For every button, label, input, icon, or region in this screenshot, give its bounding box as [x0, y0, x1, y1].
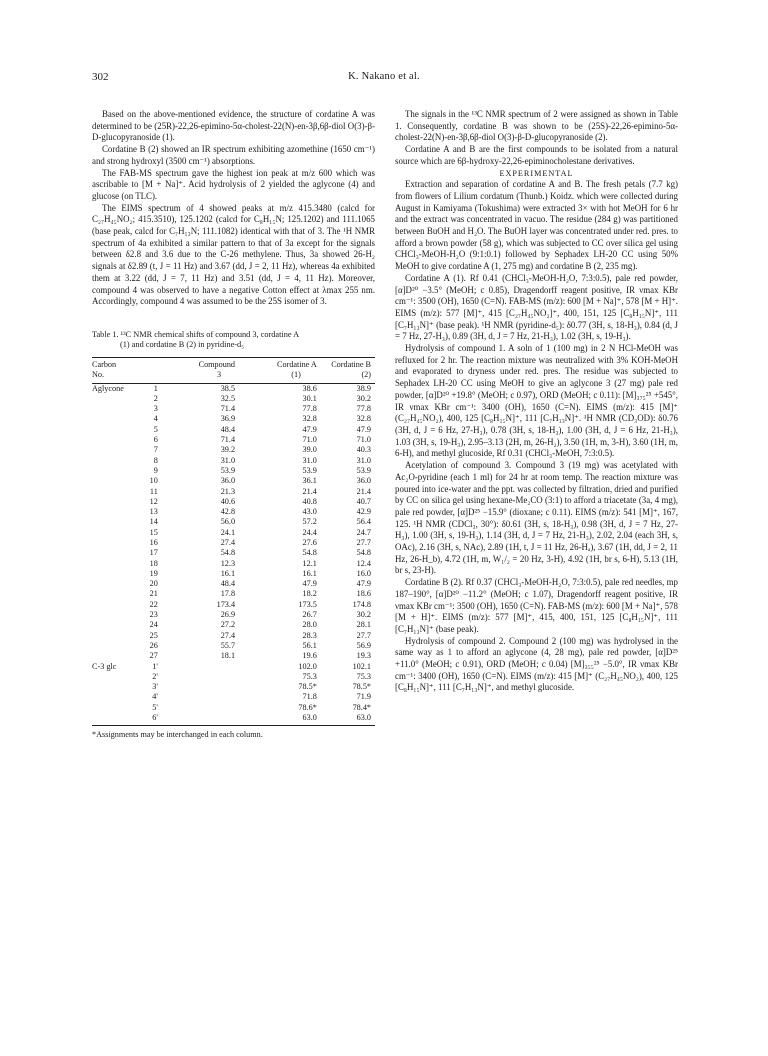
table-cell-group: [92, 651, 137, 661]
table-cell-cordatine-a: 57.2: [302, 517, 317, 527]
table-cell-carbon-number: 19: [149, 568, 158, 578]
table-cell-compound-3: 71.4: [220, 435, 236, 445]
table-row: [92, 672, 375, 682]
table-cell-carbon-number: 11: [149, 486, 158, 496]
table-cell-cordatine-b: 18.6: [356, 589, 371, 599]
table-cell-compound-3: 56.0: [220, 517, 236, 527]
table-cell-cordatine-a: 102.0: [298, 661, 317, 671]
table-cell-compound-3: 12.3: [220, 558, 236, 568]
table-cell-carbon-number: 21: [149, 589, 158, 599]
table-header-sub: (1): [235, 370, 317, 383]
table-row: [92, 528, 375, 538]
running-head: K. Nakano et al.: [348, 71, 420, 82]
table-header-carbon: Carbon: [92, 357, 137, 370]
table-row: [92, 579, 375, 589]
table-row: [92, 383, 375, 394]
table-cell-compound-3: 54.8: [220, 548, 236, 558]
table-cell-group: [92, 507, 137, 517]
table-cell-group: [92, 487, 137, 497]
left-column: [92, 109, 375, 741]
paragraph: Hydrolysis of compound 1. A soln of 1 (100 mg) in 2 N HCl-MeOH was refluxed for 2 hr. The reaction mixture was neutralized with 3% KOH-MeOH and evaporated to dryness under red. pres. The residue was subjected to Sephadex LH-20 CC using MeOH to give an aglycone 3 (27 mg) pale red powder, [α]D²⁰ +19.8° (MeOH; c 0.97), ORD (MeOH; c 0.11): [M]₃₇₅²⁵ +545°, IR νmax KBr cm⁻¹: 3400 (OH), 1650 (C=N). EIMS (m/z): 415 [M]⁺ (C₂₇H₄₅NO₂), 400, 125 [C₈H₁₅N]⁺, 111 [C₇H₁₃N]⁺. ¹H NMR (CD₃OD): δ0.76 (3H, d, J = 6 Hz, 27-H₃), 0.78 (3H, s, 18-H₃), 1.00 (3H, d, J = 6 Hz, 21-H₃), 1.03 (3H, s, 19-H₃), 2.95–3.13 (2H, m, 26-H₂), 3.50 (1H, m, 3-H), 3.60 (1H, m, 6-H), and methyl glucoside, Rf 0.31 (CHCl₃-MeOH, 7:3:0.5).: [395, 343, 678, 459]
table-cell-compound-3: 71.4: [220, 404, 236, 414]
table-cell-group: [92, 610, 137, 620]
table-row: [92, 559, 375, 569]
table-cell-cordatine-b: 27.7: [356, 630, 371, 640]
table-cell-carbon-number: 24: [149, 620, 158, 630]
table-cell-cordatine-a: 77.8: [302, 404, 317, 414]
table-cell-carbon-number: 5': [152, 702, 158, 712]
table-cell-cordatine-b: 32.8: [356, 414, 371, 424]
table-cell-group: [92, 631, 137, 641]
table-cell-cordatine-b: 40.3: [356, 445, 371, 455]
table-cell-compound-3: 42.8: [220, 507, 236, 517]
table-cell-group: [92, 620, 137, 630]
table-row: [92, 497, 375, 507]
table-header-sub: 3: [166, 370, 235, 383]
table-row: [92, 703, 375, 713]
table-cell-carbon-number: 26: [149, 640, 158, 650]
table-cell-cordatine-a: 71.8: [302, 692, 317, 702]
table-cell-group: [92, 579, 137, 589]
table-cell-compound-3: [166, 672, 235, 682]
table-cell-group: [92, 497, 137, 507]
table-cell-compound-3: 31.0: [220, 455, 236, 465]
table-cell-compound-3: 21.3: [220, 486, 236, 496]
table-cell-group: [92, 600, 137, 610]
table-cell-group: [92, 394, 137, 404]
table-cell-compound-3: 48.4: [220, 424, 236, 434]
table-cell-carbon-number: 22: [149, 599, 158, 609]
table-cell-cordatine-a: 63.0: [235, 713, 317, 726]
table-cell-cordatine-b: 19.3: [356, 651, 371, 661]
table-cell-cordatine-a: 21.4: [302, 486, 317, 496]
table-cell-cordatine-a: 75.3: [302, 671, 317, 681]
paragraph: The FAB-MS spectrum gave the highest ion peak at m/z 600 which was ascribable to [M + Na]⁺. Acid hydrolysis of 2 yielded the aglycone (4) and glucose (on TLC).: [92, 167, 375, 201]
table-cell-group: [92, 435, 137, 445]
table-cell-cordatine-b: 71.9: [356, 692, 371, 702]
table-cell-carbon-number: 7: [153, 445, 158, 455]
section-heading: EXPERIMENTAL: [499, 168, 574, 178]
table-cell-cordatine-b: 27.7: [356, 538, 371, 547]
table-cell-cordatine-b: 63.0: [317, 713, 375, 726]
table-cell-group: [92, 466, 137, 476]
table-cell-cordatine-a: 173.5: [298, 599, 317, 609]
paragraph: Hydrolysis of compound 2. Compound 2 (100 mg) was hydrolysed in the same way as 1 to afford an aglycone (4, 28 mg), pale red powder, [α]D²⁵ +11.0° (MeOH; c 0.91), ORD (MeOH; c 0.04) [M]₃₅₅²⁵ −5.0°, IR νmax KBr cm⁻¹: 3400 (OH), 1650 (C=N). EIMS (m/z): 415 [M]⁺ (C₂₇H₄₅NO₂), 400, 125 [C₈H₁₅N]⁺, 111 [C₇H₁₃N]⁺, and methyl glucoside.: [395, 635, 678, 693]
table-cell-compound-3: 55.7: [220, 640, 236, 650]
paragraph: The EIMS spectrum of 4 showed peaks at m/z 415.3480 (calcd for C₂₇H₄₅NO₂; 415.3510), 125.1202 (calcd for C₈H₁₅N; 125.1202) and 111.1065 (base peak, calcd for C₇H₁₃N; 111.1082) identical with that of 3. The ¹H NMR spectrum of 4a exhibited a similar pattern to that of 3a except for the signals between δ2.8 and 3.6 due to the C-26 methylene. Thus, 3a showed 26-H₂ signals at δ2.89 (t, J = 11 Hz) and 3.67 (dd, J = 2, 11 Hz), whereas 4a exhibited them at 3.22 (dd, J = 7, 11 Hz) and 3.51 (dd, J = 4, 11 Hz). Moreover, compound 4 was observed to have a negative Cotton effect at λmax 255 nm. Accordingly, compound 4 was assumed to be the 25S isomer of 3.: [92, 202, 375, 307]
table-cell-cordatine-b: 36.0: [356, 476, 371, 486]
table-cell-carbon-number: 3: [153, 404, 158, 414]
table-cell-compound-3: 32.5: [220, 393, 236, 403]
table-cell-cordatine-a: 40.8: [302, 496, 317, 506]
table-cell-group: [92, 528, 137, 538]
table-cell-cordatine-a: 47.9: [302, 579, 317, 589]
table-cell-group: [92, 425, 137, 435]
table-caption-line: Table 1. ¹³C NMR chemical shifts of compound 3, cordatine A: [92, 329, 300, 339]
table-row: [92, 662, 375, 672]
table-cell-cordatine-a: 18.2: [302, 589, 317, 599]
table-cell-cordatine-b: 75.3: [356, 671, 371, 681]
table-cell-carbon-number: 27: [149, 651, 158, 661]
table-cell-cordatine-b: 38.9: [356, 383, 371, 393]
table-cell-carbon-number: 1: [153, 383, 158, 393]
table-row: [92, 589, 375, 599]
table-cell-group: [92, 682, 137, 692]
table-cell-cordatine-b: 78.5*: [352, 682, 371, 692]
table-row: [92, 404, 375, 414]
table-row: [92, 692, 375, 702]
table-cell-carbon-number: 4: [153, 414, 158, 424]
table-cell-compound-3: 27.4: [220, 630, 236, 640]
table-cell-cordatine-a: 32.8: [302, 414, 317, 424]
table-cell-cordatine-a: 28.3: [302, 630, 317, 640]
table-cell-compound-3: 26.9: [220, 610, 236, 620]
table-cell-cordatine-b: 30.2: [356, 610, 371, 620]
table-row: [92, 487, 375, 497]
table-row: [92, 476, 375, 486]
paragraph: Cordatine B (2) showed an IR spectrum exhibiting azomethine (1650 cm⁻¹) and strong hydroxyl (3500 cm⁻¹) absorptions.: [92, 144, 375, 166]
paragraph: Based on the above-mentioned evidence, the structure of cordatine A was determined to be (25R)-22,26-epimino-5α-cholest-22(N)-en-3β,6β-diol O(3)-β-D-glucopyranoside (1).: [92, 109, 375, 143]
table-cell-cordatine-b: 31.0: [356, 455, 371, 465]
table-cell-cordatine-a: 16.1: [302, 568, 317, 578]
right-column: [395, 109, 678, 694]
table-row: [92, 641, 375, 651]
paragraph: Cordatine A and B are the first compounds to be isolated from a natural source which are 6β-hydroxy-22,26-epiminocholestane derivatives.: [395, 144, 678, 166]
table-cell-group: [92, 414, 137, 424]
table-cell-compound-3: 40.6: [220, 496, 236, 506]
table-cell-carbon-number: 9: [153, 465, 158, 475]
table-row: [92, 445, 375, 455]
table-cell-group: [92, 517, 137, 527]
table-cell-compound-3: 53.9: [220, 465, 236, 475]
table-cell-cordatine-b: 174.8: [352, 599, 371, 609]
table-cell-cordatine-a: 27.6: [302, 538, 317, 547]
table-cell-cordatine-a: 26.7: [302, 610, 317, 620]
table-cell-cordatine-a: 53.9: [302, 465, 317, 475]
table-cell-cordatine-b: 24.7: [356, 527, 371, 537]
table-row: [92, 713, 375, 726]
table-cell-cordatine-a: 56.1: [302, 640, 317, 650]
table-cell-cordatine-a: 30.1: [302, 393, 317, 403]
table-cell-compound-3: [166, 703, 235, 713]
table-row: [92, 414, 375, 424]
table-cell-compound-3: 27.4: [220, 538, 236, 547]
table-cell-group: [92, 569, 137, 579]
table-header-cordatine-b: Cordatine B: [317, 357, 375, 370]
table-cell-compound-3: 38.5: [220, 383, 236, 393]
table-row: [92, 651, 375, 661]
table-row: [92, 435, 375, 445]
table-cell-cordatine-a: 28.0: [302, 620, 317, 630]
table-cell-cordatine-b: 42.9: [356, 507, 371, 517]
table-cell-cordatine-b: 53.9: [356, 465, 371, 475]
table-cell-compound-3: [166, 662, 235, 672]
table-cell-compound-3: 48.4: [220, 579, 236, 589]
table-row: [92, 610, 375, 620]
table-cell-compound-3: 18.1: [220, 651, 236, 661]
table-cell-cordatine-b: 16.0: [356, 568, 371, 578]
table-cell-compound-3: 36.9: [220, 414, 236, 424]
table-row: [92, 456, 375, 466]
table-row: [92, 538, 375, 548]
paragraph: Cordatine A (1). Rf 0.41 (CHCl₃-MeOH-H₂O, 7:3:0.5), pale red powder, [α]D²⁰ −3.5° (MeOH; c 0.85), Dragendorff reagent positive, IR νmax KBr cm⁻¹: 3500 (OH), 1650 (C=N). FAB-MS (m/z): 600 [M + Na]⁺, 578 [M + H]⁺. EIMS (m/z): 577 [M]⁺, 415 [C₂₇H₄₅NO₂]⁺, 400, 151, 125 [C₈H₁₅N]⁺, 111 [C₇H₁₃N]⁺ (base peak). ¹H NMR (pyridine-d₅): δ0.77 (3H, s, 18-H₃), 0.84 (d, J = 7 Hz, 27-H₃), 0.89 (3H, d, J = 7 Hz, 21-H₃), 1.02 (3H, s, 19-H₃).: [395, 272, 678, 342]
table-cell-carbon-number: 13: [149, 507, 158, 517]
table-cell-cordatine-a: 47.9: [302, 424, 317, 434]
table-cell-carbon-number: 6': [137, 713, 166, 726]
table-row: [92, 631, 375, 641]
table-cell-carbon-number: 1': [152, 661, 158, 671]
table-header-sub: (2): [317, 370, 375, 383]
table-cell-compound-3: 173.4: [216, 599, 236, 609]
table-cell-cordatine-b: 47.9: [356, 579, 371, 589]
table-cell-carbon-number: 25: [149, 630, 158, 640]
table-cell-cordatine-a: 36.1: [302, 476, 317, 486]
table-cell-cordatine-b: 54.8: [356, 548, 371, 558]
table-cell-group: [92, 589, 137, 599]
table-row: [92, 620, 375, 630]
table-cell-carbon-number: 20: [149, 579, 158, 589]
table-cell-cordatine-a: 19.6: [302, 651, 317, 661]
table-cell-cordatine-a: 78.5*: [298, 682, 317, 692]
table-cell-group: [92, 713, 137, 726]
table-cell-group: [92, 672, 137, 682]
table-cell-carbon-number: 12: [149, 496, 158, 506]
table-cell-group: [92, 445, 137, 455]
table-cell-group: [92, 559, 137, 569]
table-cell-cordatine-a: 54.8: [302, 548, 317, 558]
table-cell-compound-3: [166, 682, 235, 692]
table-cell-cordatine-b: 56.4: [356, 517, 371, 527]
table-row: [92, 682, 375, 692]
nmr-table-block: [92, 330, 375, 741]
table-cell-carbon-number: 2: [153, 393, 158, 403]
table-cell-carbon-number: 4': [152, 692, 158, 702]
table-cell-compound-3: [166, 692, 235, 702]
table-cell-group: [92, 703, 137, 713]
table-cell-carbon-number: 8: [153, 455, 158, 465]
table-row: [92, 517, 375, 527]
table-cell-carbon-number: 10: [149, 476, 158, 486]
paragraph: Extraction and separation of cordatine A and B. The fresh petals (7.7 kg) from flowers of Lilium cordatum (Thunb.) Koidz. which were collected during August in Kamiyama (Tokushima) were extracted 3× with hot MeOH for 6 hr and the extract was concentrated in vacuo. The residue (284 g) was partitioned between BuOH and H₂O. The BuOH layer was concentrated under red. pres. to afford a brown powder (58 g), which was subjected to CC over silica gel using CHCl₃-MeOH-H₂O (9:1:0.1) followed by Sephadex LH-20 CC using 50% MeOH to give cordatine A (1, 275 mg) and cordatine B (2, 235 mg).: [395, 179, 678, 272]
table-cell-cordatine-b: 30.2: [356, 393, 371, 403]
table-cell-carbon-number: 6: [153, 435, 158, 445]
table-row: [92, 466, 375, 476]
table-cell-carbon-number: 16: [149, 538, 158, 547]
table-cell-cordatine-b: 102.1: [352, 661, 371, 671]
nmr-table: [92, 357, 375, 726]
table-header-cordatine-a: Cordatine A: [235, 357, 317, 370]
table-caption: [92, 330, 375, 351]
table-cell-group: [92, 641, 137, 651]
table-row: [92, 394, 375, 404]
table-cell-cordatine-a: 78.6*: [298, 702, 317, 712]
table-caption-line: (1) and cordatine B (2) in pyridine-d₅: [120, 340, 245, 350]
table-cell-cordatine-b: 78.4*: [352, 702, 371, 712]
table-cell-group: [92, 548, 137, 558]
table-cell-compound-3: 24.1: [220, 527, 236, 537]
table-row: [92, 507, 375, 517]
table-cell-carbon-number: 14: [149, 517, 158, 527]
paragraph: Cordatine B (2). Rf 0.37 (CHCl₃-MeOH-H₂O, 7:3:0.5), pale red needles, mp 187–190°, [α]D²⁰ −11.2° (MeOH; c 1.07), Dragendorff reagent positive, IR νmax KBr cm⁻¹: 3500 (OH), 1650 (C=N). FAB-MS (m/z): 600 [M + Na]⁺, 578 [M + H]⁺. EIMS (m/z): 577 [M]⁺, 415, 400, 151, 125 [C₈H₁₅N]⁺, 111 [C₇H₁₃N]⁺ (base peak).: [395, 577, 678, 634]
table-cell-cordatine-b: 12.4: [356, 558, 371, 568]
table-cell-cordatine-a: 71.0: [302, 435, 317, 445]
table-cell-cordatine-b: 77.8: [356, 404, 371, 414]
table-cell-cordatine-a: 24.4: [302, 527, 317, 537]
table-row: [92, 569, 375, 579]
table-cell-cordatine-b: 21.4: [356, 486, 371, 496]
table-cell-cordatine-a: 31.0: [302, 455, 317, 465]
table-footnote: *Assignments may be interchanged in each column.: [92, 730, 263, 740]
table-cell-group: [92, 692, 137, 702]
paragraph: Acetylation of compound 3. Compound 3 (19 mg) was acetylated with Ac₂O-pyridine (each 1 ml) for 24 hr at room temp. The reaction mixture was poured into ice-water and the ppt. was collected by filtration, dried and purified by CC on silica gel using hexane-Me₂CO (3:1) to afford a triacetate (3a, 4 mg), pale red powder, [α]D²⁵ −15.9° (dioxane; c 0.11). EIMS (m/z): 541 [M]⁺, 167, 125. ¹H NMR (CDCl₃, 30°): δ0.61 (3H, s, 18-H₃), 0.98 (3H, d, J = 7 Hz, 27-H₃), 1.00 (3H, s, 19-H₃), 1.14 (3H, d, J = 7 Hz, 21-H₃), 2.02, 2.04 (each 3H, s, OAc), 2.16 (3H, s, NAc), 2.89 (1H, t, J = 11 Hz, 26-Hₐ), 3.67 (1H, dd, J = 2, 11 Hz, 26-H_b), 4.72 (1H, m, W₁/₂ = 20 Hz, 3-H), 4.92 (1H, br s, 6-H), 5.13 (1H, br s, 23-H).: [395, 460, 678, 576]
paragraph: The signals in the ¹³C NMR spectrum of 2 were assigned as shown in Table 1. Consequently, cordatine B was shown to be (25S)-22,26-epimino-5α-cholest-22(N)-en-3β,6β-diol O(3)-β-D-glucopyranoside (2).: [395, 109, 678, 143]
table-cell-carbon-number: 2': [152, 671, 158, 681]
table-cell-group: [92, 476, 137, 486]
table-cell-carbon-number: 17: [149, 548, 158, 558]
table-cell-cordatine-a: 39.0: [302, 445, 317, 455]
table-cell-cordatine-a: 12.1: [302, 558, 317, 568]
table-cell-cordatine-b: 40.7: [356, 496, 371, 506]
table-cell-compound-3: 39.2: [220, 445, 236, 455]
table-cell-compound-3: 17.8: [220, 589, 236, 599]
table-row: [92, 425, 375, 435]
table-cell-group: [92, 456, 137, 466]
table-cell-cordatine-b: 71.0: [356, 435, 371, 445]
table-cell-compound-3: 16.1: [220, 568, 236, 578]
table-cell-carbon-number: 18: [149, 558, 158, 568]
table-row: [92, 548, 375, 558]
table-cell-compound-3: 27.2: [220, 620, 236, 630]
table-header-no: No.: [92, 370, 137, 383]
table-cell-cordatine-b: 47.9: [356, 424, 371, 434]
table-cell-group: [92, 404, 137, 414]
table-cell-cordatine-a: 38.6: [302, 383, 317, 393]
table-cell-group: [92, 538, 137, 548]
table-cell-group: C-3 glc: [92, 661, 117, 671]
table-cell-cordatine-a: 43.0: [302, 507, 317, 517]
table-cell-carbon-number: 15: [149, 527, 158, 537]
table-header-compound-3: Compound: [166, 357, 235, 370]
table-cell-cordatine-b: 28.1: [356, 620, 371, 630]
table-cell-carbon-number: 3': [152, 682, 158, 692]
table-row: [92, 600, 375, 610]
table-cell-compound-3: 36.0: [220, 476, 236, 486]
table-cell-carbon-number: 5: [153, 424, 158, 434]
page-number: 302: [92, 71, 109, 83]
table-cell-carbon-number: 23: [149, 610, 158, 620]
table-cell-cordatine-b: 56.9: [356, 640, 371, 650]
table-cell-compound-3: [166, 713, 235, 726]
table-cell-group: Aglycone: [92, 383, 124, 393]
